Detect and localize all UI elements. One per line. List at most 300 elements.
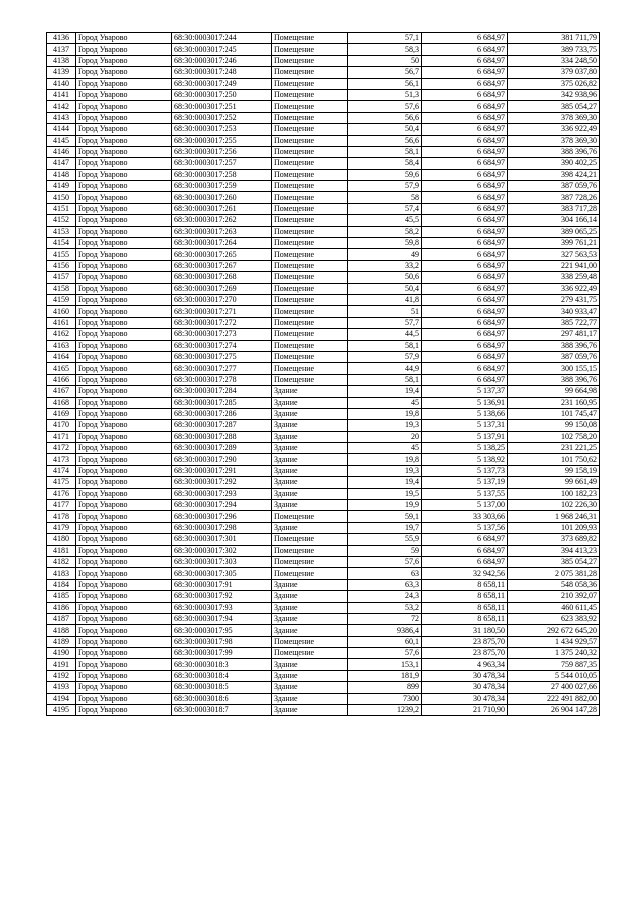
object-type-cell: Помещение	[272, 112, 348, 123]
table-row	[47, 226, 600, 237]
object-type-cell: Помещение	[272, 78, 348, 89]
cadastral-value-cell: 1 968 246,31	[508, 511, 600, 522]
row-number-cell: 4162	[47, 329, 76, 340]
settlement-cell: Город Уварово	[76, 317, 172, 328]
cadastral-number-cell: 68:30:0003017:263	[172, 226, 272, 237]
cadastral-value-cell: 383 717,28	[508, 203, 600, 214]
object-type-cell: Помещение	[272, 203, 348, 214]
cadastral-value-cell: 102 758,20	[508, 431, 600, 442]
object-type-cell: Помещение	[272, 283, 348, 294]
table-row	[47, 238, 600, 249]
table-row	[47, 659, 600, 670]
area-cell: 50,4	[348, 124, 422, 135]
unit-value-cell: 21 710,90	[422, 705, 508, 716]
cadastral-value-cell: 388 396,76	[508, 374, 600, 385]
row-number-cell: 4181	[47, 545, 76, 556]
settlement-cell: Город Уварово	[76, 351, 172, 362]
area-cell: 58,1	[348, 146, 422, 157]
cadastral-number-cell: 68:30:0003017:284	[172, 386, 272, 397]
table-row	[47, 44, 600, 55]
row-number-cell: 4172	[47, 443, 76, 454]
settlement-cell: Город Уварово	[76, 613, 172, 624]
settlement-cell: Город Уварово	[76, 78, 172, 89]
table-row	[47, 534, 600, 545]
settlement-cell: Город Уварово	[76, 545, 172, 556]
unit-value-cell: 6 684,97	[422, 89, 508, 100]
area-cell: 19,3	[348, 465, 422, 476]
cadastral-number-cell: 68:30:0003017:285	[172, 397, 272, 408]
object-type-cell: Помещение	[272, 568, 348, 579]
row-number-cell: 4185	[47, 591, 76, 602]
cadastral-value-cell: 210 392,07	[508, 591, 600, 602]
table-body	[47, 33, 600, 716]
cadastral-number-cell: 68:30:0003017:293	[172, 488, 272, 499]
cadastral-value-cell: 231 221,25	[508, 443, 600, 454]
unit-value-cell: 6 684,97	[422, 33, 508, 44]
object-type-cell: Помещение	[272, 317, 348, 328]
table-row	[47, 556, 600, 567]
area-cell: 60,1	[348, 636, 422, 647]
cadastral-value-cell: 1 375 240,32	[508, 648, 600, 659]
cadastral-number-cell: 68:30:0003017:251	[172, 101, 272, 112]
row-number-cell: 4176	[47, 488, 76, 499]
object-type-cell: Здание	[272, 670, 348, 681]
object-type-cell: Здание	[272, 602, 348, 613]
row-number-cell: 4165	[47, 363, 76, 374]
settlement-cell: Город Уварово	[76, 340, 172, 351]
unit-value-cell: 5 137,56	[422, 522, 508, 533]
settlement-cell: Город Уварово	[76, 670, 172, 681]
unit-value-cell: 8 658,11	[422, 613, 508, 624]
unit-value-cell: 6 684,97	[422, 124, 508, 135]
row-number-cell: 4178	[47, 511, 76, 522]
row-number-cell: 4190	[47, 648, 76, 659]
unit-value-cell: 4 963,34	[422, 659, 508, 670]
unit-value-cell: 6 684,97	[422, 192, 508, 203]
settlement-cell: Город Уварово	[76, 374, 172, 385]
settlement-cell: Город Уварово	[76, 659, 172, 670]
cadastral-number-cell: 68:30:0003017:286	[172, 408, 272, 419]
area-cell: 49	[348, 249, 422, 260]
settlement-cell: Город Уварово	[76, 238, 172, 249]
cadastral-number-cell: 68:30:0003017:273	[172, 329, 272, 340]
unit-value-cell: 6 684,97	[422, 534, 508, 545]
row-number-cell: 4177	[47, 500, 76, 511]
cadastral-number-cell: 68:30:0003017:298	[172, 522, 272, 533]
cadastral-value-cell: 387 728,26	[508, 192, 600, 203]
row-number-cell: 4173	[47, 454, 76, 465]
cadastral-number-cell: 68:30:0003017:288	[172, 431, 272, 442]
area-cell: 56,7	[348, 67, 422, 78]
cadastral-number-cell: 68:30:0003017:258	[172, 169, 272, 180]
cadastral-value-cell: 378 369,30	[508, 112, 600, 123]
table-row	[47, 454, 600, 465]
cadastral-value-cell: 378 369,30	[508, 135, 600, 146]
cadastral-value-cell: 460 611,45	[508, 602, 600, 613]
object-type-cell: Здание	[272, 500, 348, 511]
table-row	[47, 613, 600, 624]
cadastral-number-cell: 68:30:0003017:259	[172, 181, 272, 192]
area-cell: 45	[348, 443, 422, 454]
area-cell: 58,4	[348, 158, 422, 169]
row-number-cell: 4143	[47, 112, 76, 123]
area-cell: 45	[348, 397, 422, 408]
row-number-cell: 4156	[47, 260, 76, 271]
cadastral-number-cell: 68:30:0003018:5	[172, 682, 272, 693]
settlement-cell: Город Уварово	[76, 249, 172, 260]
object-type-cell: Здание	[272, 659, 348, 670]
row-number-cell: 4183	[47, 568, 76, 579]
area-cell: 56,6	[348, 135, 422, 146]
row-number-cell: 4140	[47, 78, 76, 89]
area-cell: 44,9	[348, 363, 422, 374]
table-row	[47, 55, 600, 66]
settlement-cell: Город Уварово	[76, 135, 172, 146]
unit-value-cell: 6 684,97	[422, 317, 508, 328]
table-row	[47, 78, 600, 89]
cadastral-number-cell: 68:30:0003017:294	[172, 500, 272, 511]
row-number-cell: 4187	[47, 613, 76, 624]
table-row	[47, 181, 600, 192]
area-cell: 57,1	[348, 33, 422, 44]
unit-value-cell: 6 684,97	[422, 215, 508, 226]
table-row	[47, 420, 600, 431]
object-type-cell: Здание	[272, 397, 348, 408]
row-number-cell: 4164	[47, 351, 76, 362]
cadastral-number-cell: 68:30:0003017:287	[172, 420, 272, 431]
object-type-cell: Помещение	[272, 169, 348, 180]
area-cell: 57,7	[348, 317, 422, 328]
cadastral-value-cell: 27 400 027,66	[508, 682, 600, 693]
unit-value-cell: 5 137,55	[422, 488, 508, 499]
cadastral-number-cell: 68:30:0003017:256	[172, 146, 272, 157]
area-cell: 59,6	[348, 169, 422, 180]
settlement-cell: Город Уварово	[76, 534, 172, 545]
table-row	[47, 408, 600, 419]
cadastral-number-cell: 68:30:0003017:270	[172, 294, 272, 305]
row-number-cell: 4184	[47, 579, 76, 590]
unit-value-cell: 6 684,97	[422, 329, 508, 340]
row-number-cell: 4186	[47, 602, 76, 613]
table-row	[47, 579, 600, 590]
settlement-cell: Город Уварово	[76, 556, 172, 567]
cadastral-value-cell: 231 160,95	[508, 397, 600, 408]
row-number-cell: 4175	[47, 477, 76, 488]
table-row	[47, 112, 600, 123]
row-number-cell: 4138	[47, 55, 76, 66]
cadastral-value-cell: 387 059,76	[508, 351, 600, 362]
row-number-cell: 4142	[47, 101, 76, 112]
row-number-cell: 4191	[47, 659, 76, 670]
settlement-cell: Город Уварово	[76, 283, 172, 294]
object-type-cell: Здание	[272, 431, 348, 442]
cadastral-number-cell: 68:30:0003017:267	[172, 260, 272, 271]
table-row	[47, 500, 600, 511]
unit-value-cell: 6 684,97	[422, 351, 508, 362]
settlement-cell: Город Уварово	[76, 386, 172, 397]
area-cell: 1239,2	[348, 705, 422, 716]
cadastral-number-cell: 68:30:0003017:303	[172, 556, 272, 567]
area-cell: 58,2	[348, 226, 422, 237]
object-type-cell: Помещение	[272, 363, 348, 374]
area-cell: 181,9	[348, 670, 422, 681]
cadastral-number-cell: 68:30:0003017:290	[172, 454, 272, 465]
cadastral-value-cell: 389 065,25	[508, 226, 600, 237]
settlement-cell: Город Уварово	[76, 682, 172, 693]
cadastral-number-cell: 68:30:0003017:99	[172, 648, 272, 659]
area-cell: 19,7	[348, 522, 422, 533]
object-type-cell: Помещение	[272, 545, 348, 556]
table-row	[47, 568, 600, 579]
cadastral-value-cell: 102 226,30	[508, 500, 600, 511]
table-row	[47, 317, 600, 328]
unit-value-cell: 6 684,97	[422, 238, 508, 249]
object-type-cell: Здание	[272, 408, 348, 419]
settlement-cell: Город Уварово	[76, 363, 172, 374]
area-cell: 9386,4	[348, 625, 422, 636]
cadastral-number-cell: 68:30:0003018:4	[172, 670, 272, 681]
cadastral-value-cell: 26 904 147,28	[508, 705, 600, 716]
cadastral-number-cell: 68:30:0003018:6	[172, 693, 272, 704]
area-cell: 59,1	[348, 511, 422, 522]
row-number-cell: 4153	[47, 226, 76, 237]
settlement-cell: Город Уварово	[76, 33, 172, 44]
unit-value-cell: 5 138,92	[422, 454, 508, 465]
cadastral-value-cell: 394 413,23	[508, 545, 600, 556]
table-row	[47, 522, 600, 533]
settlement-cell: Город Уварово	[76, 192, 172, 203]
cadastral-value-cell: 297 481,17	[508, 329, 600, 340]
object-type-cell: Помещение	[272, 55, 348, 66]
table-row	[47, 146, 600, 157]
area-cell: 53,2	[348, 602, 422, 613]
unit-value-cell: 30 478,34	[422, 670, 508, 681]
area-cell: 50,6	[348, 272, 422, 283]
cadastral-number-cell: 68:30:0003017:269	[172, 283, 272, 294]
cadastral-number-cell: 68:30:0003017:92	[172, 591, 272, 602]
table-row	[47, 477, 600, 488]
cadastral-number-cell: 68:30:0003017:249	[172, 78, 272, 89]
area-cell: 19,9	[348, 500, 422, 511]
cadastral-number-cell: 68:30:0003017:257	[172, 158, 272, 169]
object-type-cell: Помещение	[272, 215, 348, 226]
area-cell: 72	[348, 613, 422, 624]
table-row	[47, 329, 600, 340]
cadastral-number-cell: 68:30:0003017:264	[172, 238, 272, 249]
row-number-cell: 4188	[47, 625, 76, 636]
object-type-cell: Помещение	[272, 556, 348, 567]
area-cell: 33,2	[348, 260, 422, 271]
unit-value-cell: 6 684,97	[422, 306, 508, 317]
table-row	[47, 693, 600, 704]
cadastral-value-cell: 336 922,49	[508, 124, 600, 135]
unit-value-cell: 5 137,37	[422, 386, 508, 397]
table-row	[47, 340, 600, 351]
object-type-cell: Помещение	[272, 238, 348, 249]
settlement-cell: Город Уварово	[76, 89, 172, 100]
object-type-cell: Помещение	[272, 33, 348, 44]
object-type-cell: Помещение	[272, 135, 348, 146]
settlement-cell: Город Уварово	[76, 226, 172, 237]
cadastral-value-cell: 390 402,25	[508, 158, 600, 169]
object-type-cell: Здание	[272, 705, 348, 716]
unit-value-cell: 6 684,97	[422, 249, 508, 260]
table-row	[47, 386, 600, 397]
settlement-cell: Город Уварово	[76, 294, 172, 305]
area-cell: 58,3	[348, 44, 422, 55]
table-row	[47, 124, 600, 135]
settlement-cell: Город Уварово	[76, 397, 172, 408]
object-type-cell: Помещение	[272, 44, 348, 55]
object-type-cell: Помещение	[272, 146, 348, 157]
settlement-cell: Город Уварово	[76, 625, 172, 636]
row-number-cell: 4159	[47, 294, 76, 305]
unit-value-cell: 5 138,25	[422, 443, 508, 454]
cadastral-number-cell: 68:30:0003017:274	[172, 340, 272, 351]
cadastral-value-cell: 388 396,76	[508, 340, 600, 351]
cadastral-number-cell: 68:30:0003017:296	[172, 511, 272, 522]
cadastral-value-cell: 99 661,49	[508, 477, 600, 488]
unit-value-cell: 6 684,97	[422, 146, 508, 157]
table-row	[47, 648, 600, 659]
area-cell: 41,8	[348, 294, 422, 305]
settlement-cell: Город Уварово	[76, 329, 172, 340]
unit-value-cell: 8 658,11	[422, 602, 508, 613]
table-row	[47, 705, 600, 716]
area-cell: 19,4	[348, 386, 422, 397]
unit-value-cell: 5 137,73	[422, 465, 508, 476]
unit-value-cell: 6 684,97	[422, 203, 508, 214]
unit-value-cell: 6 684,97	[422, 55, 508, 66]
cadastral-number-cell: 68:30:0003017:289	[172, 443, 272, 454]
cadastral-number-cell: 68:30:0003017:277	[172, 363, 272, 374]
cadastral-value-cell: 373 689,82	[508, 534, 600, 545]
cadastral-number-cell: 68:30:0003017:260	[172, 192, 272, 203]
object-type-cell: Помещение	[272, 260, 348, 271]
area-cell: 7300	[348, 693, 422, 704]
cadastral-value-cell: 338 259,48	[508, 272, 600, 283]
row-number-cell: 4148	[47, 169, 76, 180]
settlement-cell: Город Уварово	[76, 169, 172, 180]
object-type-cell: Помещение	[272, 534, 348, 545]
table-row	[47, 158, 600, 169]
settlement-cell: Город Уварово	[76, 648, 172, 659]
unit-value-cell: 6 684,97	[422, 67, 508, 78]
object-type-cell: Здание	[272, 613, 348, 624]
settlement-cell: Город Уварово	[76, 260, 172, 271]
table-row	[47, 511, 600, 522]
settlement-cell: Город Уварово	[76, 55, 172, 66]
row-number-cell: 4149	[47, 181, 76, 192]
object-type-cell: Помещение	[272, 351, 348, 362]
area-cell: 63,3	[348, 579, 422, 590]
settlement-cell: Город Уварово	[76, 693, 172, 704]
object-type-cell: Здание	[272, 454, 348, 465]
unit-value-cell: 6 684,97	[422, 44, 508, 55]
unit-value-cell: 6 684,97	[422, 283, 508, 294]
settlement-cell: Город Уварово	[76, 67, 172, 78]
table-row	[47, 135, 600, 146]
unit-value-cell: 6 684,97	[422, 112, 508, 123]
row-number-cell: 4193	[47, 682, 76, 693]
row-number-cell: 4168	[47, 397, 76, 408]
row-number-cell: 4141	[47, 89, 76, 100]
settlement-cell: Город Уварово	[76, 112, 172, 123]
cadastral-number-cell: 68:30:0003018:7	[172, 705, 272, 716]
table-row	[47, 272, 600, 283]
cadastral-value-cell: 398 424,21	[508, 169, 600, 180]
cadastral-number-cell: 68:30:0003017:250	[172, 89, 272, 100]
table-row	[47, 602, 600, 613]
unit-value-cell: 5 138,66	[422, 408, 508, 419]
object-type-cell: Здание	[272, 625, 348, 636]
settlement-cell: Город Уварово	[76, 500, 172, 511]
object-type-cell: Помещение	[272, 89, 348, 100]
cadastral-value-cell: 300 155,15	[508, 363, 600, 374]
table-row	[47, 682, 600, 693]
cadastral-number-cell: 68:30:0003017:271	[172, 306, 272, 317]
cadastral-value-cell: 340 933,47	[508, 306, 600, 317]
object-type-cell: Помещение	[272, 511, 348, 522]
row-number-cell: 4137	[47, 44, 76, 55]
cadastral-value-cell: 387 059,76	[508, 181, 600, 192]
settlement-cell: Город Уварово	[76, 591, 172, 602]
settlement-cell: Город Уварово	[76, 146, 172, 157]
cadastral-number-cell: 68:30:0003017:253	[172, 124, 272, 135]
unit-value-cell: 32 942,56	[422, 568, 508, 579]
table-row	[47, 363, 600, 374]
object-type-cell: Помещение	[272, 636, 348, 647]
cadastral-number-cell: 68:30:0003017:292	[172, 477, 272, 488]
area-cell: 51,3	[348, 89, 422, 100]
object-type-cell: Помещение	[272, 192, 348, 203]
object-type-cell: Здание	[272, 682, 348, 693]
cadastral-value-cell: 101 209,93	[508, 522, 600, 533]
row-number-cell: 4147	[47, 158, 76, 169]
table-row	[47, 33, 600, 44]
settlement-cell: Город Уварово	[76, 158, 172, 169]
object-type-cell: Здание	[272, 693, 348, 704]
area-cell: 50	[348, 55, 422, 66]
unit-value-cell: 6 684,97	[422, 101, 508, 112]
row-number-cell: 4171	[47, 431, 76, 442]
row-number-cell: 4166	[47, 374, 76, 385]
settlement-cell: Город Уварово	[76, 44, 172, 55]
cadastral-value-cell: 334 248,50	[508, 55, 600, 66]
settlement-cell: Город Уварово	[76, 579, 172, 590]
row-number-cell: 4194	[47, 693, 76, 704]
object-type-cell: Здание	[272, 591, 348, 602]
unit-value-cell: 5 137,31	[422, 420, 508, 431]
row-number-cell: 4182	[47, 556, 76, 567]
row-number-cell: 4195	[47, 705, 76, 716]
data-table	[46, 32, 600, 716]
object-type-cell: Помещение	[272, 101, 348, 112]
area-cell: 58,1	[348, 374, 422, 385]
object-type-cell: Здание	[272, 443, 348, 454]
table-row	[47, 192, 600, 203]
table-row	[47, 249, 600, 260]
cadastral-number-cell: 68:30:0003017:275	[172, 351, 272, 362]
cadastral-number-cell: 68:30:0003017:248	[172, 67, 272, 78]
cadastral-number-cell: 68:30:0003017:91	[172, 579, 272, 590]
object-type-cell: Помещение	[272, 648, 348, 659]
object-type-cell: Здание	[272, 579, 348, 590]
cadastral-value-cell: 99 664,98	[508, 386, 600, 397]
table-row	[47, 465, 600, 476]
cadastral-value-cell: 389 733,75	[508, 44, 600, 55]
row-number-cell: 4152	[47, 215, 76, 226]
